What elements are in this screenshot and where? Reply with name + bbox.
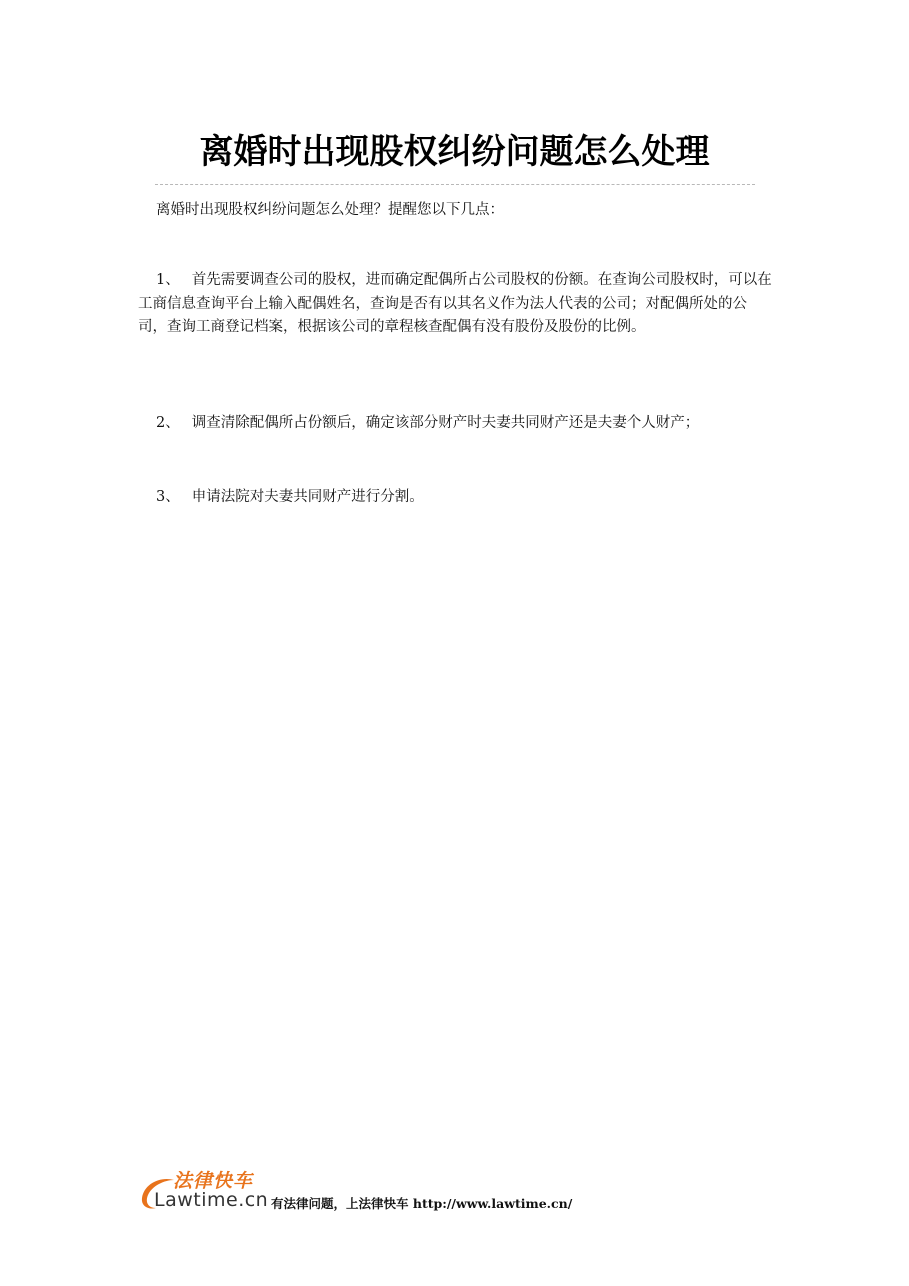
footer-slogan: 有法律问题，上法律快车 http://www.lawtime.cn/ (271, 1196, 573, 1211)
list-item-3 (138, 486, 774, 510)
lawtime-logo (138, 1170, 273, 1216)
list-item-number: 1、 (156, 272, 180, 288)
intro-paragraph: 离婚时出现股权纠纷问题怎么处理？提醒您以下几点： (156, 202, 504, 218)
page-title: 离婚时出现股权纠纷问题怎么处理 (199, 132, 710, 172)
list-item-text: 调查清除配偶所占份额后，确定该部分财产时夫妻共同财产还是夫妻个人财产； (191, 415, 700, 431)
list-item-number: 2、 (156, 415, 180, 431)
list-item-text: 首先需要调查公司的股权，进而确定配偶所占公司股权的份额。在查询公司股权时，可以在工商信息查询平台上输入配偶姓名，查询是否有以其名义作为法人代表的公司；对配偶所处的公司，查询工商登记档案，根据该公司的章程核查配偶有没有股份及股份的比例。 (138, 272, 772, 335)
list-item-number: 3、 (156, 489, 180, 505)
logo-english-text: Lawtime.cn (154, 1189, 269, 1211)
logo-chinese-text: 法律快车 (173, 1170, 254, 1192)
page-footer (138, 1170, 838, 1220)
title-divider (155, 184, 755, 185)
list-item-2 (138, 412, 774, 436)
list-item-text: 申请法院对夫妻共同财产进行分割。 (191, 489, 424, 505)
list-item-1 (138, 269, 774, 340)
